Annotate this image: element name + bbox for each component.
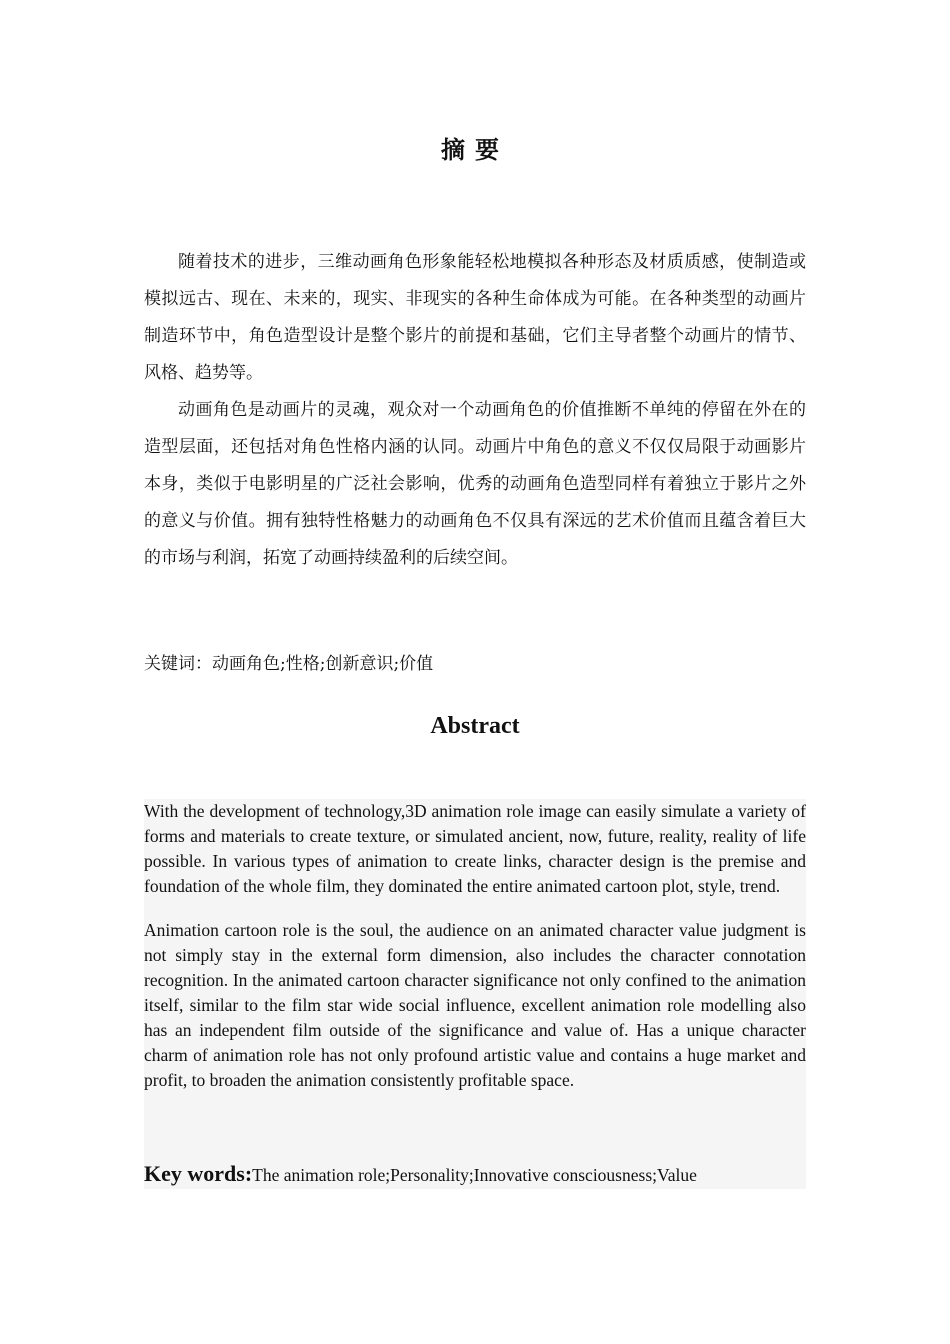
chinese-abstract-title: 摘要 bbox=[441, 136, 509, 164]
english-abstract-paragraph-2: Animation cartoon role is the soul, the audience on an animated character value judgment is not simply stay in the external form dimension, also includes the character connotation recognition. In the animated cartoon character significance not only confined to the animation itself, similar to the film star wide social influence, excellent animation role modelling also has an independent film outside of the significance and value of. Has a unique character charm of animation role has not only profound artistic value and contains a huge market and profit, to broaden the animation consistently profitable space. bbox=[144, 920, 806, 1090]
english-abstract-block bbox=[144, 799, 806, 1189]
english-abstract-title: Abstract bbox=[430, 713, 520, 739]
chinese-abstract-body bbox=[144, 244, 806, 577]
english-abstract-body bbox=[144, 799, 806, 1093]
chinese-keywords-text: 动画角色;性格;创新意识;价值 bbox=[212, 654, 434, 674]
chinese-keywords-label: 关键词： bbox=[144, 654, 212, 674]
chinese-abstract-paragraph-2: 动画角色是动画片的灵魂，观众对一个动画角色的价值推断不单纯的停留在外在的造型层面，还包括对角色性格内涵的认同。动画片中角色的意义不仅仅局限于动画影片本身，类似于电影明星的广泛社会影响，优秀的动画角色造型同样有着独立于影片之外的意义与价值。拥有独特性格魅力的动画角色不仅具有深远的艺术价值而且蕴含着巨大的市场与利润，拓宽了动画持续盈利的后续空间。 bbox=[144, 400, 806, 568]
english-abstract-paragraph-1: With the development of technology,3D animation role image can easily simulate a variety of forms and materials to create texture, or simulated ancient, now, future, reality, reality of life possible. In various types of animation to create links, character design is the premise and foundation of the whole film, they dominated the entire animated cartoon plot, style, trend. bbox=[144, 801, 806, 896]
english-keywords-label: Key words: bbox=[144, 1161, 253, 1186]
chinese-keywords-line bbox=[144, 646, 806, 682]
chinese-abstract-paragraph-1: 随着技术的进步，三维动画角色形象能轻松地模拟各种形态及材质质感，使制造或模拟远古、现在、未来的，现实、非现实的各种生命体成为可能。在各种类型的动画片制造环节中，角色造型设计是整个影片的前提和基础，它们主导者整个动画片的情节、风格、趋势等。 bbox=[144, 252, 806, 383]
english-keywords-text: The animation role;Personality;Innovative consciousness;Value bbox=[252, 1165, 697, 1185]
english-keywords-line bbox=[144, 1159, 806, 1190]
